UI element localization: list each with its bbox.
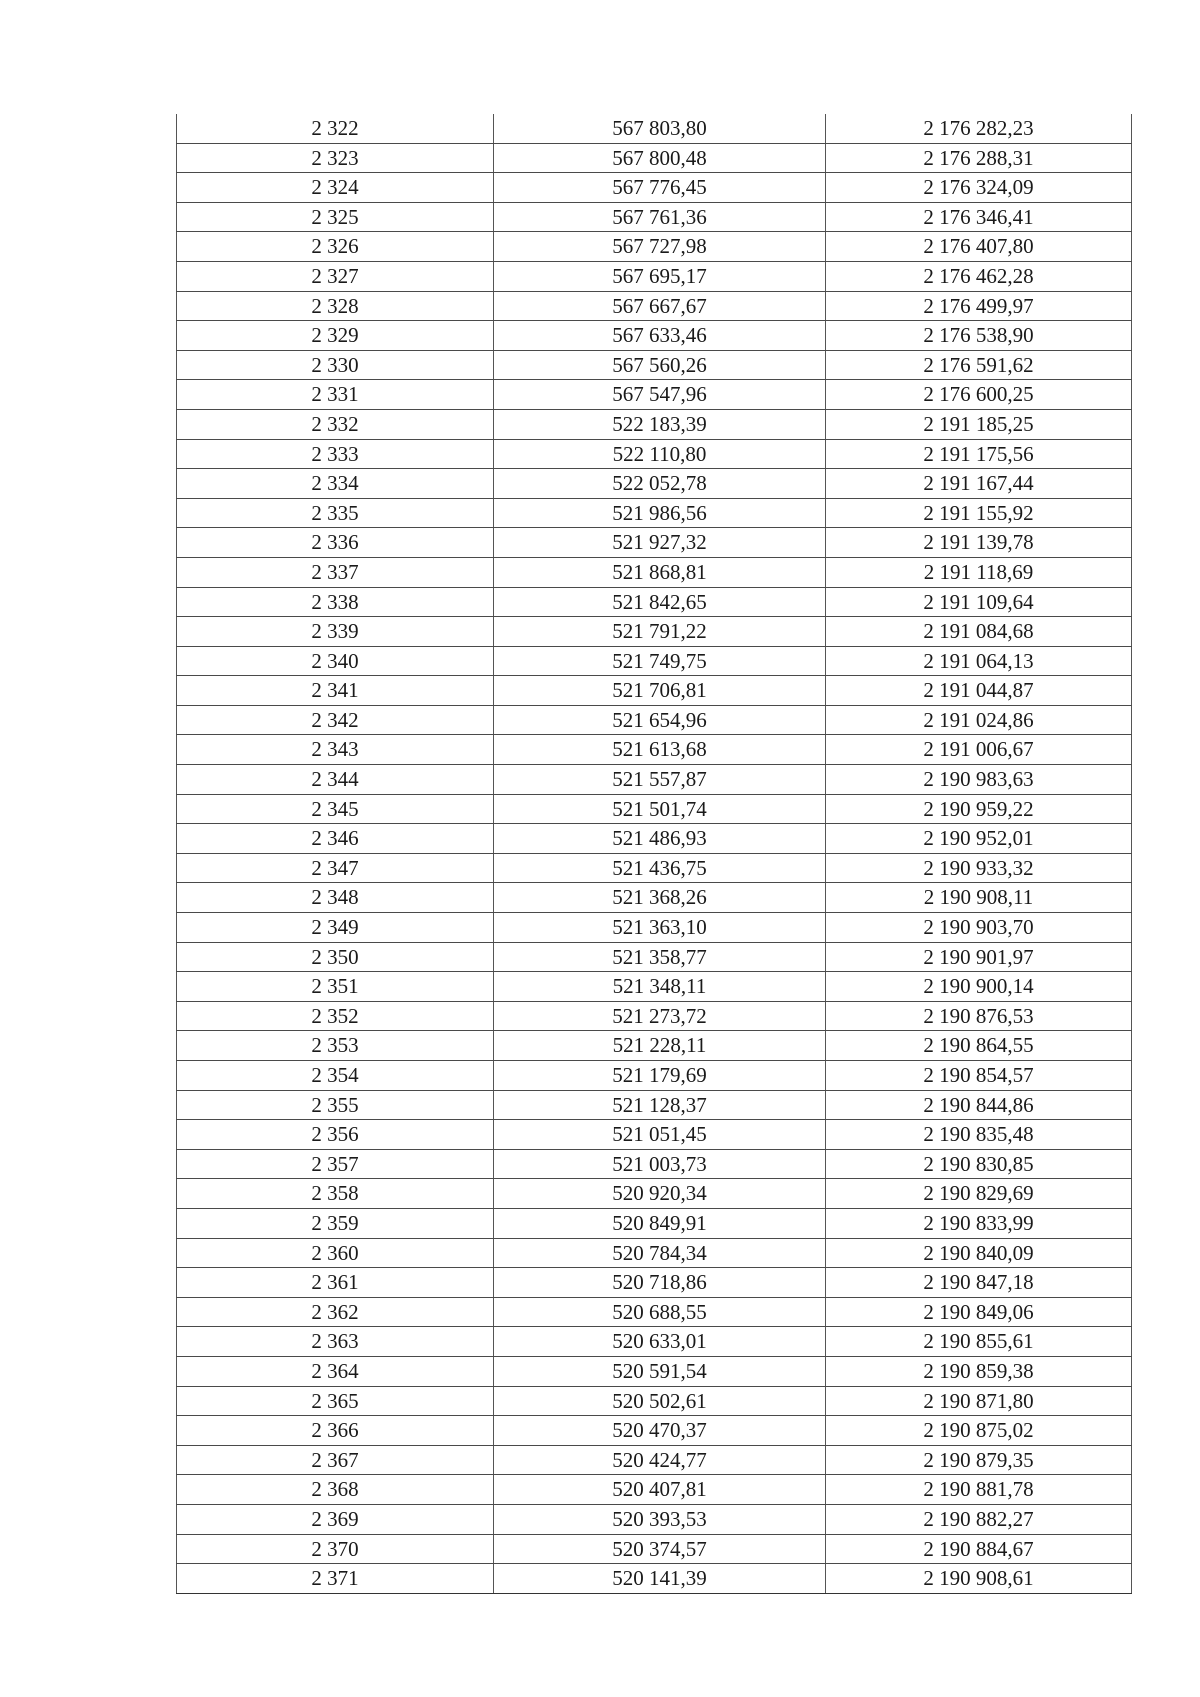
y-coordinate-cell: 2 190 908,61 <box>826 1564 1132 1594</box>
y-coordinate-cell: 2 190 983,63 <box>826 765 1132 795</box>
table-row <box>177 587 1132 617</box>
y-coordinate-cell: 2 190 833,99 <box>826 1208 1132 1238</box>
y-coordinate-cell: 2 190 903,70 <box>826 913 1132 943</box>
x-coordinate-cell: 521 003,73 <box>494 1149 826 1179</box>
y-coordinate-cell: 2 190 881,78 <box>826 1475 1132 1505</box>
table-row <box>177 1504 1132 1534</box>
x-coordinate-cell: 521 273,72 <box>494 1001 826 1031</box>
table-row <box>177 617 1132 647</box>
x-coordinate-cell: 567 633,46 <box>494 321 826 351</box>
point-number-cell: 2 340 <box>177 646 494 676</box>
x-coordinate-cell: 520 591,54 <box>494 1356 826 1386</box>
x-coordinate-cell: 521 557,87 <box>494 765 826 795</box>
table-row <box>177 380 1132 410</box>
x-coordinate-cell: 520 141,39 <box>494 1564 826 1594</box>
table-row <box>177 439 1132 469</box>
y-coordinate-cell: 2 190 844,86 <box>826 1090 1132 1120</box>
x-coordinate-cell: 522 110,80 <box>494 439 826 469</box>
x-coordinate-cell: 521 228,11 <box>494 1031 826 1061</box>
x-coordinate-cell: 521 706,81 <box>494 676 826 706</box>
table-row <box>177 291 1132 321</box>
x-coordinate-cell: 567 667,67 <box>494 291 826 321</box>
table-row <box>177 261 1132 291</box>
point-number-cell: 2 367 <box>177 1445 494 1475</box>
point-number-cell: 2 328 <box>177 291 494 321</box>
point-number-cell: 2 325 <box>177 202 494 232</box>
y-coordinate-cell: 2 190 849,06 <box>826 1297 1132 1327</box>
x-coordinate-cell: 520 393,53 <box>494 1504 826 1534</box>
table-row <box>177 173 1132 203</box>
y-coordinate-cell: 2 191 139,78 <box>826 528 1132 558</box>
y-coordinate-cell: 2 191 175,56 <box>826 439 1132 469</box>
table-row <box>177 528 1132 558</box>
table-row <box>177 350 1132 380</box>
table-row <box>177 1001 1132 1031</box>
point-number-cell: 2 331 <box>177 380 494 410</box>
x-coordinate-cell: 520 633,01 <box>494 1327 826 1357</box>
table-row <box>177 498 1132 528</box>
x-coordinate-cell: 521 051,45 <box>494 1120 826 1150</box>
table-row <box>177 1120 1132 1150</box>
point-number-cell: 2 337 <box>177 557 494 587</box>
table-row <box>177 853 1132 883</box>
point-number-cell: 2 335 <box>177 498 494 528</box>
table-row <box>177 143 1132 173</box>
table-row <box>177 676 1132 706</box>
y-coordinate-cell: 2 191 155,92 <box>826 498 1132 528</box>
point-number-cell: 2 355 <box>177 1090 494 1120</box>
point-number-cell: 2 364 <box>177 1356 494 1386</box>
x-coordinate-cell: 521 358,77 <box>494 942 826 972</box>
table-row <box>177 705 1132 735</box>
y-coordinate-cell: 2 191 024,86 <box>826 705 1132 735</box>
x-coordinate-cell: 521 654,96 <box>494 705 826 735</box>
x-coordinate-cell: 520 784,34 <box>494 1238 826 1268</box>
y-coordinate-cell: 2 190 835,48 <box>826 1120 1132 1150</box>
point-number-cell: 2 360 <box>177 1238 494 1268</box>
y-coordinate-cell: 2 191 118,69 <box>826 557 1132 587</box>
point-number-cell: 2 334 <box>177 469 494 499</box>
table-row <box>177 1416 1132 1446</box>
x-coordinate-cell: 567 560,26 <box>494 350 826 380</box>
y-coordinate-cell: 2 190 884,67 <box>826 1534 1132 1564</box>
table-row <box>177 794 1132 824</box>
point-number-cell: 2 369 <box>177 1504 494 1534</box>
x-coordinate-cell: 522 183,39 <box>494 409 826 439</box>
x-coordinate-cell: 567 695,17 <box>494 261 826 291</box>
table-row <box>177 1031 1132 1061</box>
x-coordinate-cell: 520 424,77 <box>494 1445 826 1475</box>
point-number-cell: 2 329 <box>177 321 494 351</box>
x-coordinate-cell: 521 613,68 <box>494 735 826 765</box>
x-coordinate-cell: 520 502,61 <box>494 1386 826 1416</box>
y-coordinate-cell: 2 190 900,14 <box>826 972 1132 1002</box>
point-number-cell: 2 366 <box>177 1416 494 1446</box>
y-coordinate-cell: 2 190 882,27 <box>826 1504 1132 1534</box>
table-row <box>177 883 1132 913</box>
x-coordinate-cell: 567 727,98 <box>494 232 826 262</box>
table-row <box>177 1238 1132 1268</box>
y-coordinate-cell: 2 190 901,97 <box>826 942 1132 972</box>
x-coordinate-cell: 520 849,91 <box>494 1208 826 1238</box>
point-number-cell: 2 342 <box>177 705 494 735</box>
y-coordinate-cell: 2 190 952,01 <box>826 824 1132 854</box>
x-coordinate-cell: 521 868,81 <box>494 557 826 587</box>
x-coordinate-cell: 521 927,32 <box>494 528 826 558</box>
y-coordinate-cell: 2 190 854,57 <box>826 1061 1132 1091</box>
point-number-cell: 2 324 <box>177 173 494 203</box>
point-number-cell: 2 368 <box>177 1475 494 1505</box>
point-number-cell: 2 349 <box>177 913 494 943</box>
y-coordinate-cell: 2 191 006,67 <box>826 735 1132 765</box>
y-coordinate-cell: 2 190 829,69 <box>826 1179 1132 1209</box>
y-coordinate-cell: 2 176 282,23 <box>826 114 1132 143</box>
x-coordinate-cell: 521 128,37 <box>494 1090 826 1120</box>
x-coordinate-cell: 520 920,34 <box>494 1179 826 1209</box>
point-number-cell: 2 358 <box>177 1179 494 1209</box>
table-row <box>177 1297 1132 1327</box>
table-row <box>177 1475 1132 1505</box>
point-number-cell: 2 327 <box>177 261 494 291</box>
point-number-cell: 2 338 <box>177 587 494 617</box>
x-coordinate-cell: 520 374,57 <box>494 1534 826 1564</box>
point-number-cell: 2 362 <box>177 1297 494 1327</box>
point-number-cell: 2 361 <box>177 1268 494 1298</box>
point-number-cell: 2 341 <box>177 676 494 706</box>
y-coordinate-cell: 2 190 876,53 <box>826 1001 1132 1031</box>
y-coordinate-cell: 2 190 875,02 <box>826 1416 1132 1446</box>
table-row <box>177 321 1132 351</box>
point-number-cell: 2 370 <box>177 1534 494 1564</box>
table-row <box>177 1208 1132 1238</box>
table-row <box>177 972 1132 1002</box>
table-row <box>177 1534 1132 1564</box>
point-number-cell: 2 354 <box>177 1061 494 1091</box>
y-coordinate-cell: 2 190 830,85 <box>826 1149 1132 1179</box>
point-number-cell: 2 348 <box>177 883 494 913</box>
y-coordinate-cell: 2 190 847,18 <box>826 1268 1132 1298</box>
x-coordinate-cell: 521 348,11 <box>494 972 826 1002</box>
x-coordinate-cell: 521 791,22 <box>494 617 826 647</box>
table-row <box>177 409 1132 439</box>
x-coordinate-cell: 521 179,69 <box>494 1061 826 1091</box>
table-row <box>177 1564 1132 1594</box>
table-row <box>177 1327 1132 1357</box>
point-number-cell: 2 346 <box>177 824 494 854</box>
point-number-cell: 2 351 <box>177 972 494 1002</box>
point-number-cell: 2 347 <box>177 853 494 883</box>
point-number-cell: 2 352 <box>177 1001 494 1031</box>
x-coordinate-cell: 520 470,37 <box>494 1416 826 1446</box>
x-coordinate-cell: 520 718,86 <box>494 1268 826 1298</box>
x-coordinate-cell: 521 368,26 <box>494 883 826 913</box>
table-row <box>177 913 1132 943</box>
table-row <box>177 1386 1132 1416</box>
point-number-cell: 2 357 <box>177 1149 494 1179</box>
x-coordinate-cell: 521 749,75 <box>494 646 826 676</box>
x-coordinate-cell: 521 486,93 <box>494 824 826 854</box>
y-coordinate-cell: 2 176 288,31 <box>826 143 1132 173</box>
table-row <box>177 1268 1132 1298</box>
point-number-cell: 2 339 <box>177 617 494 647</box>
coordinates-table-body <box>177 114 1132 1593</box>
y-coordinate-cell: 2 190 859,38 <box>826 1356 1132 1386</box>
y-coordinate-cell: 2 176 346,41 <box>826 202 1132 232</box>
x-coordinate-cell: 521 436,75 <box>494 853 826 883</box>
table-row <box>177 202 1132 232</box>
y-coordinate-cell: 2 190 879,35 <box>826 1445 1132 1475</box>
table-row <box>177 1445 1132 1475</box>
y-coordinate-cell: 2 176 538,90 <box>826 321 1132 351</box>
y-coordinate-cell: 2 191 064,13 <box>826 646 1132 676</box>
table-row <box>177 765 1132 795</box>
y-coordinate-cell: 2 191 109,64 <box>826 587 1132 617</box>
y-coordinate-cell: 2 190 871,80 <box>826 1386 1132 1416</box>
point-number-cell: 2 333 <box>177 439 494 469</box>
table-row <box>177 1149 1132 1179</box>
point-number-cell: 2 336 <box>177 528 494 558</box>
x-coordinate-cell: 567 800,48 <box>494 143 826 173</box>
table-row <box>177 1356 1132 1386</box>
point-number-cell: 2 326 <box>177 232 494 262</box>
table-row <box>177 469 1132 499</box>
point-number-cell: 2 359 <box>177 1208 494 1238</box>
point-number-cell: 2 356 <box>177 1120 494 1150</box>
table-row <box>177 1090 1132 1120</box>
y-coordinate-cell: 2 176 600,25 <box>826 380 1132 410</box>
x-coordinate-cell: 520 688,55 <box>494 1297 826 1327</box>
y-coordinate-cell: 2 176 462,28 <box>826 261 1132 291</box>
y-coordinate-cell: 2 191 167,44 <box>826 469 1132 499</box>
point-number-cell: 2 344 <box>177 765 494 795</box>
y-coordinate-cell: 2 176 499,97 <box>826 291 1132 321</box>
y-coordinate-cell: 2 191 084,68 <box>826 617 1132 647</box>
y-coordinate-cell: 2 190 959,22 <box>826 794 1132 824</box>
x-coordinate-cell: 520 407,81 <box>494 1475 826 1505</box>
x-coordinate-cell: 567 776,45 <box>494 173 826 203</box>
y-coordinate-cell: 2 191 044,87 <box>826 676 1132 706</box>
y-coordinate-cell: 2 176 407,80 <box>826 232 1132 262</box>
y-coordinate-cell: 2 191 185,25 <box>826 409 1132 439</box>
x-coordinate-cell: 567 803,80 <box>494 114 826 143</box>
point-number-cell: 2 353 <box>177 1031 494 1061</box>
table-row <box>177 1179 1132 1209</box>
table-row <box>177 114 1132 143</box>
coordinates-table <box>176 114 1132 1594</box>
table-row <box>177 557 1132 587</box>
point-number-cell: 2 363 <box>177 1327 494 1357</box>
table-row <box>177 1061 1132 1091</box>
x-coordinate-cell: 522 052,78 <box>494 469 826 499</box>
table-row <box>177 232 1132 262</box>
table-row <box>177 646 1132 676</box>
x-coordinate-cell: 521 363,10 <box>494 913 826 943</box>
x-coordinate-cell: 567 547,96 <box>494 380 826 410</box>
table-row <box>177 942 1132 972</box>
table-row <box>177 824 1132 854</box>
point-number-cell: 2 322 <box>177 114 494 143</box>
x-coordinate-cell: 567 761,36 <box>494 202 826 232</box>
point-number-cell: 2 365 <box>177 1386 494 1416</box>
y-coordinate-cell: 2 190 840,09 <box>826 1238 1132 1268</box>
point-number-cell: 2 345 <box>177 794 494 824</box>
point-number-cell: 2 332 <box>177 409 494 439</box>
y-coordinate-cell: 2 190 855,61 <box>826 1327 1132 1357</box>
y-coordinate-cell: 2 176 324,09 <box>826 173 1132 203</box>
x-coordinate-cell: 521 986,56 <box>494 498 826 528</box>
point-number-cell: 2 343 <box>177 735 494 765</box>
point-number-cell: 2 330 <box>177 350 494 380</box>
x-coordinate-cell: 521 842,65 <box>494 587 826 617</box>
y-coordinate-cell: 2 190 933,32 <box>826 853 1132 883</box>
point-number-cell: 2 371 <box>177 1564 494 1594</box>
y-coordinate-cell: 2 176 591,62 <box>826 350 1132 380</box>
y-coordinate-cell: 2 190 864,55 <box>826 1031 1132 1061</box>
point-number-cell: 2 350 <box>177 942 494 972</box>
x-coordinate-cell: 521 501,74 <box>494 794 826 824</box>
point-number-cell: 2 323 <box>177 143 494 173</box>
table-row <box>177 735 1132 765</box>
y-coordinate-cell: 2 190 908,11 <box>826 883 1132 913</box>
